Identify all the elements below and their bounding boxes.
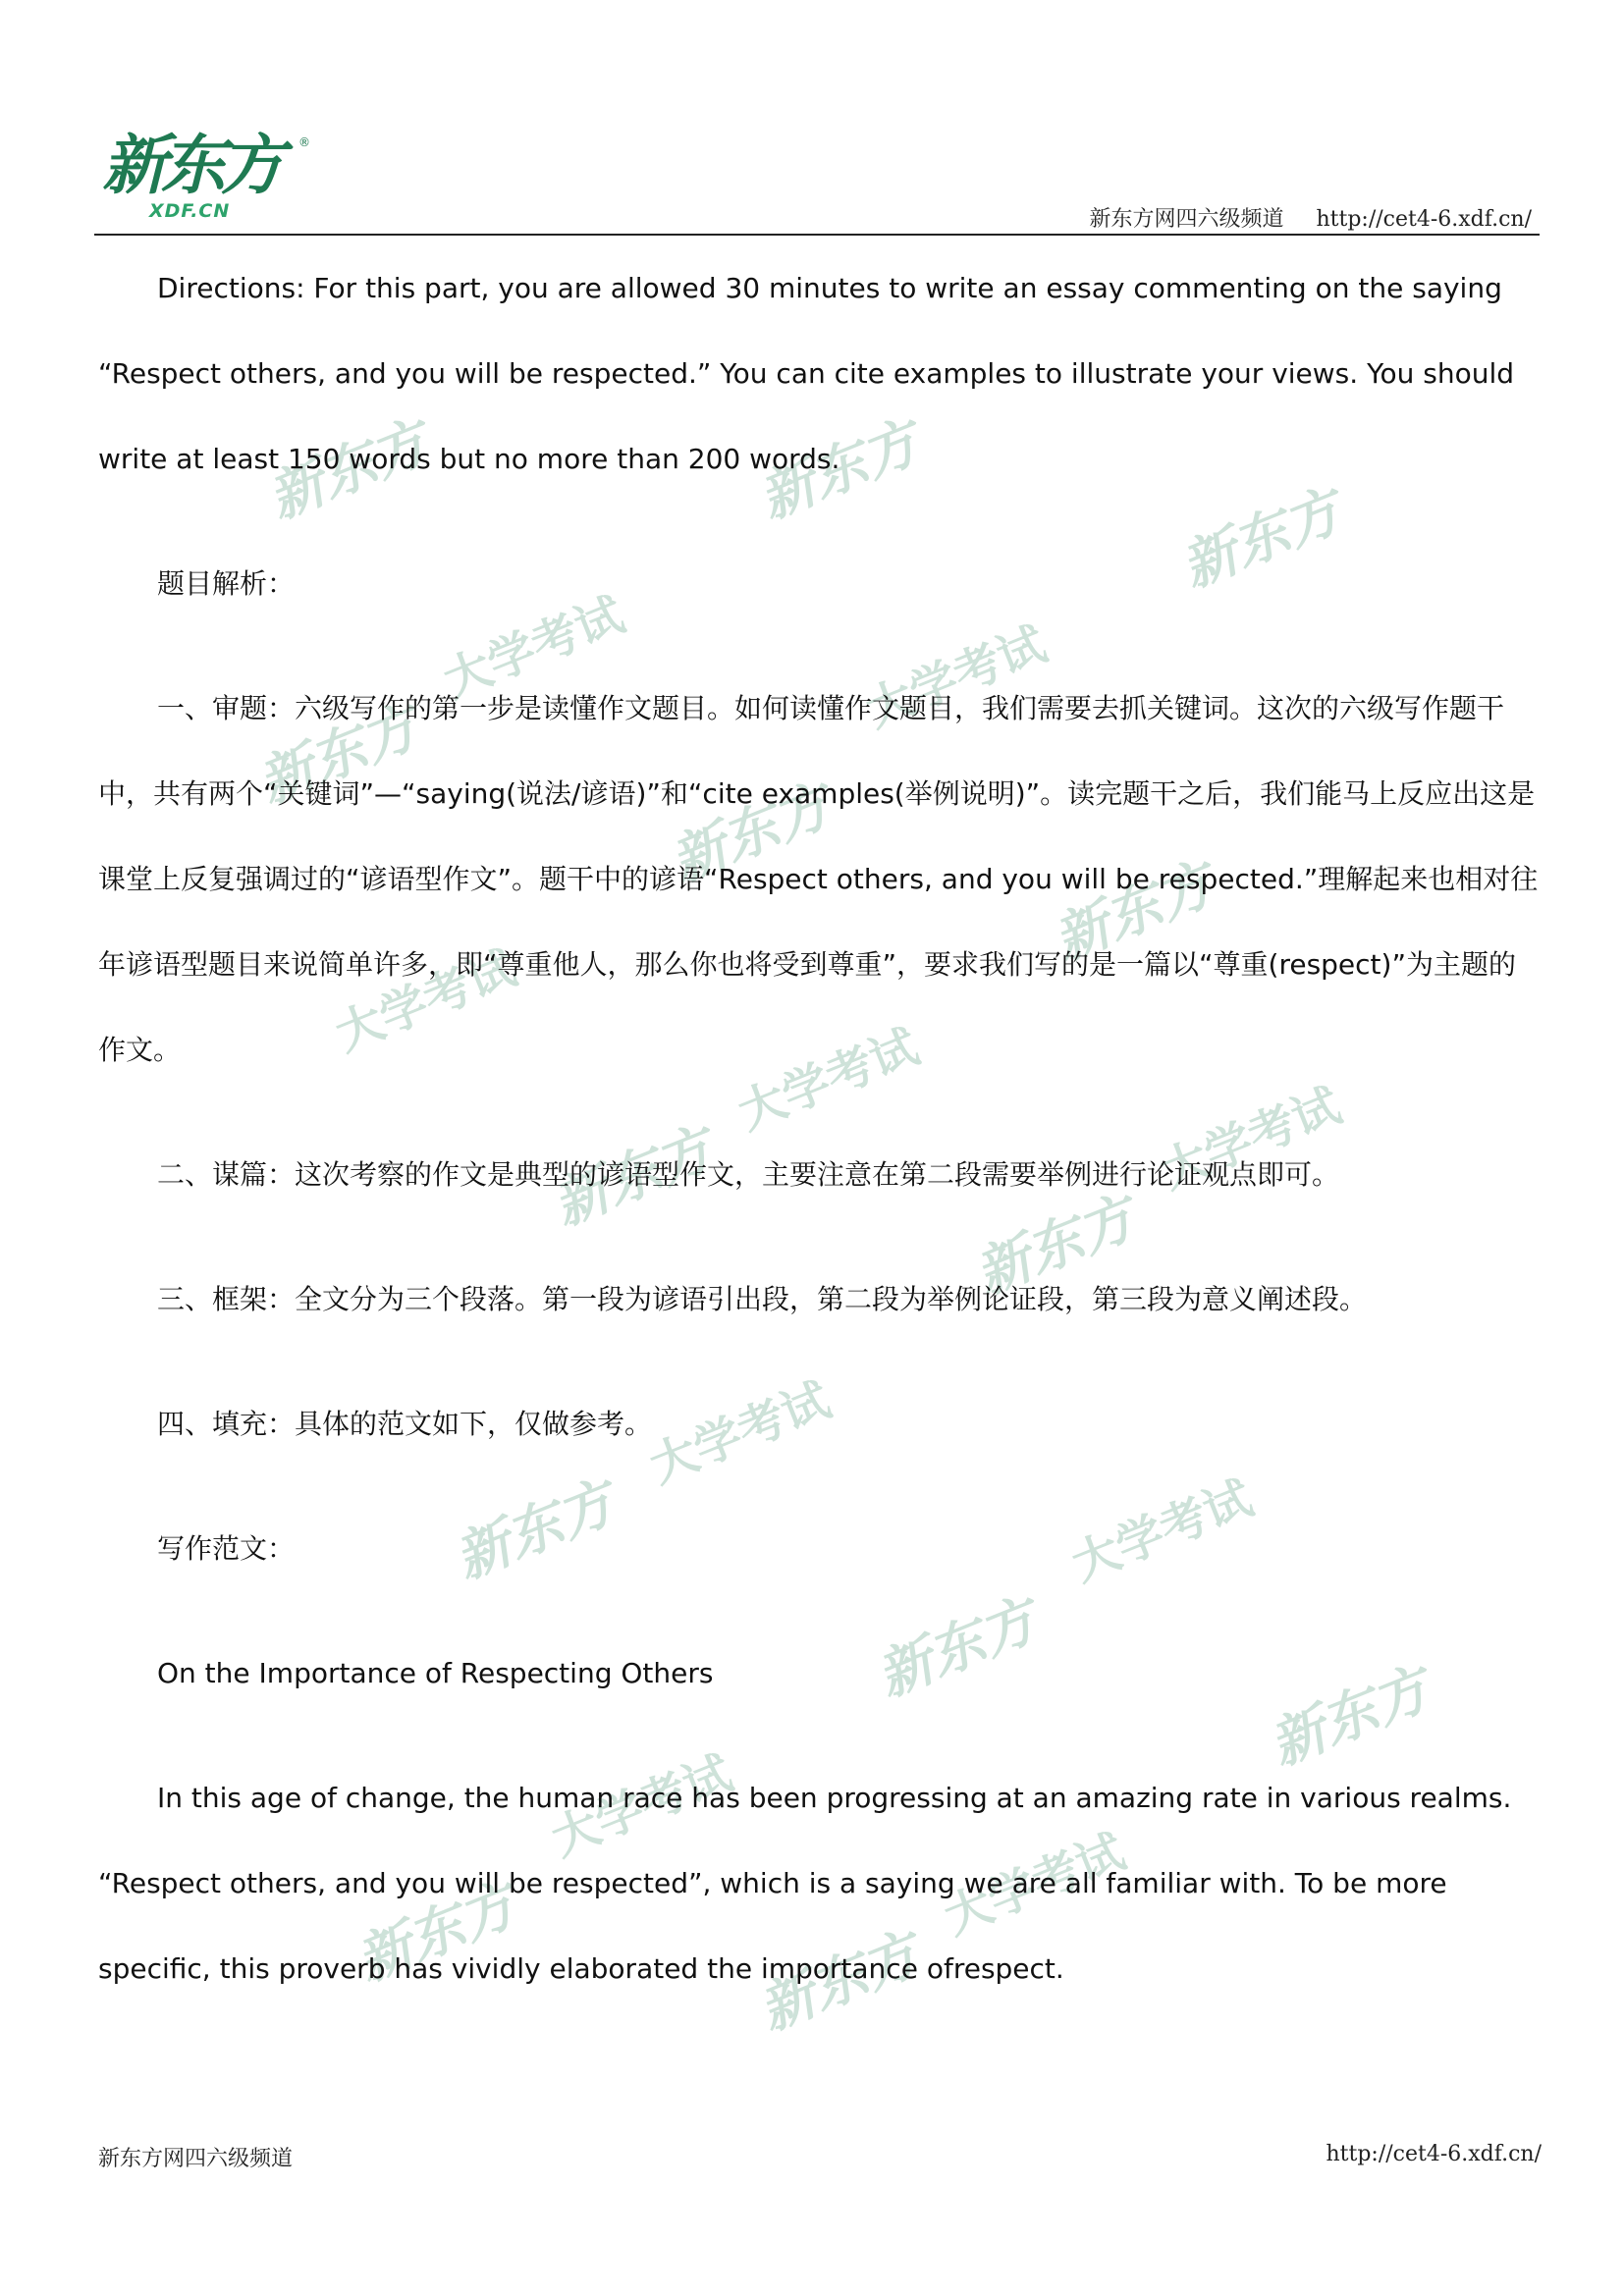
document-body <box>98 245 1542 2011</box>
sample-heading: 写作范文： <box>157 1532 296 1565</box>
header-divider <box>94 234 1540 236</box>
xdf-logo <box>102 128 310 232</box>
watermark-logo: 新东方 <box>249 695 427 817</box>
watermark-text: 大学考试 <box>858 616 1055 739</box>
analysis-step-2: 二、谋篇：这次考察的作文是典型的谚语型作文，主要注意在第二段需要举例进行论证观点即可。 <box>157 1158 1340 1191</box>
analysis-step-3: 三、框架：全文分为三个段落。第一段为谚语引出段，第二段为举例论证段，第三段为意义阐述段。 <box>157 1283 1368 1315</box>
watermark-text: 大学考试 <box>436 587 632 710</box>
registered-mark: ® <box>298 135 310 149</box>
watermark-logo: 新东方 <box>750 410 928 532</box>
watermark-logo: 新东方 <box>1045 852 1222 974</box>
watermark-logo: 新东方 <box>259 410 437 532</box>
watermark-text: 大学考试 <box>937 1824 1133 1947</box>
essay-paragraph-1: In this age of change, the human race has been progressing at an amazing rate in various realms. “Respect others, and you will be respected”, which is a saying we are all familiar with. To be more specific, this proverb has vividly elaborated the importance ofrespect. <box>98 1782 1512 1985</box>
directions-paragraph: Directions: For this part, you are allowed 30 minutes to write an essay commenting on the saying “Respect others, and you will be respected.” You can cite examples to illustrate your views. You should write at least 150 words but no more than 200 words. <box>98 272 1514 475</box>
page-header <box>94 128 1540 238</box>
watermark-text: 大学考试 <box>1153 1078 1349 1201</box>
logo-subtext: XDF.CN <box>149 200 231 222</box>
essay-title: On the Importance of Respecting Others <box>157 1657 714 1689</box>
watermark-logo: 新东方 <box>750 1922 928 2044</box>
header-info <box>1089 202 1532 233</box>
footer-url[interactable]: http://cet4-6.xdf.cn/ <box>1326 2142 1542 2166</box>
logo-text: 新东方 <box>102 128 279 203</box>
header-channel: 新东方网四六级频道 <box>1089 207 1284 232</box>
watermark-text: 大学考试 <box>544 1745 740 1868</box>
watermark-logo: 新东方 <box>868 1588 1046 1710</box>
watermark-logo: 新东方 <box>446 1470 623 1592</box>
watermark-logo: 新东方 <box>966 1186 1144 1308</box>
header-url[interactable]: http://cet4-6.xdf.cn/ <box>1316 207 1532 232</box>
analysis-step-4: 四、填充：具体的范文如下，仅做参考。 <box>157 1408 653 1440</box>
watermark-logo: 新东方 <box>544 1117 722 1239</box>
watermark-logo: 新东方 <box>1172 479 1350 601</box>
analysis-heading: 题目解析： <box>157 567 296 600</box>
watermark-text: 大学考试 <box>328 940 524 1063</box>
analysis-step-1: 一、审题：六级写作的第一步是读懂作文题目。如何读懂作文题目，我们需要去抓关键词。这次的六级写作题干中，共有两个“关键词”—“saying(说法/谚语)”和“cite examples(举例说明)”。读完题干之后，我们能马上反应出这是课堂上反复强调过的“谚语型作文”。题干中的谚语“Respect others, and you will be respected.”理解起来也相对往年谚语型题目来说简单许多，即“尊重他人，那么你也将受到尊重”，要求我们写的是一篇以“尊重(respect)”为主题的作文。 <box>98 692 1539 1066</box>
watermark-logo: 新东方 <box>1261 1657 1438 1779</box>
watermark-text: 大学考试 <box>1064 1470 1261 1593</box>
watermark-text: 大学考试 <box>731 1019 927 1142</box>
watermark-logo: 新东方 <box>348 1873 525 1995</box>
watermark-logo: 新东方 <box>662 774 839 895</box>
watermark-text: 大学考试 <box>642 1372 839 1495</box>
footer-channel: 新东方网四六级频道 <box>98 2147 294 2171</box>
